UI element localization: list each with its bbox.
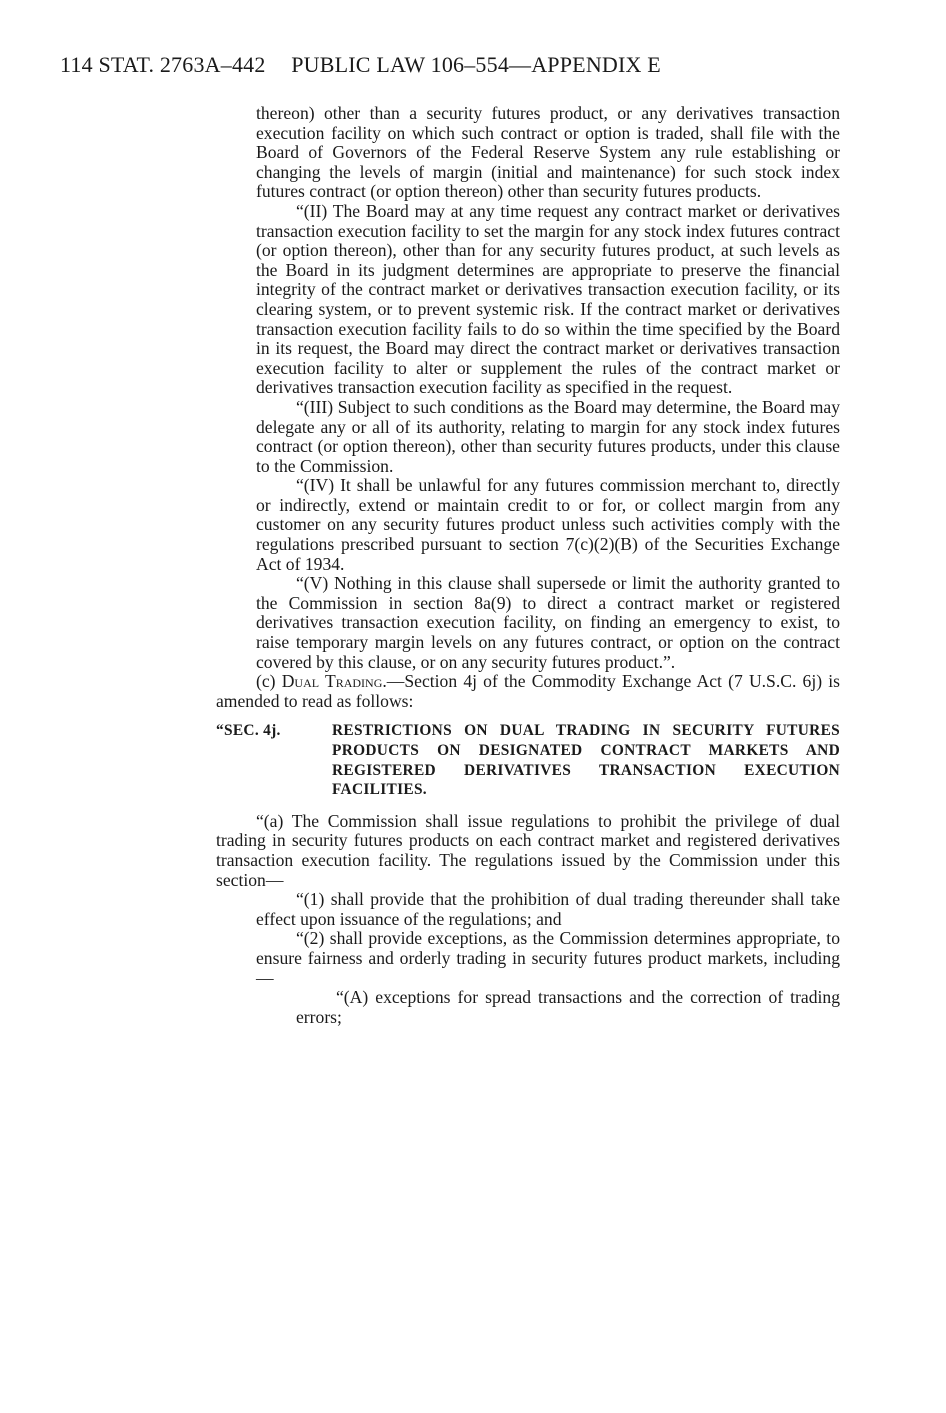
dual-trading-caption: Dual Trading [281,671,383,692]
paragraph-2: “(2) shall provide exceptions, as the Commission determines appropriate, to ensure fairness and orderly trading in security futures product markets, including— [256,928,840,988]
section-number: “SEC. 4j. [216,722,281,740]
page-header [60,52,661,78]
paragraph-1: “(1) shall provide that the prohibition of dual trading thereunder shall take effect upon issuance of the regulations; and [256,889,840,929]
paragraph-subclause-IV: “(IV) It shall be unlawful for any futures commission merchant to, directly or indirectly, extend or maintain credit to or for, or collect margin from any customer on any security futures product unless such activities comply with the regulations prescribed pursuant to section 7(c)(2)(B) of the Securities Exchange Act of 1934. [256,475,840,574]
paragraph-a: “(a) The Commission shall issue regulations to prohibit the privilege of dual trading in security futures products on each contract market and registered derivatives transaction execution facility. The regulations issued by the Commission under this section— [216,810,840,890]
law-title: PUBLIC LAW 106–554—APPENDIX E [291,52,661,77]
section-title: RESTRICTIONS ON DUAL TRADING IN SECURITY FUTURES PRODUCTS ON DESIGNATED CONTRACT MARKETS AND REGISTERED DERIVATIVES TRANSACTION EXECUTION FACILITIES. [332,722,840,799]
paragraph-subclause-II: “(II) The Board may at any time request any contract market or derivatives transaction execution facility to set the margin for any stock index futures contract (or option thereon), other than for any security futures product, at such levels as the Board in its judgment determines are appropriate to preserve the financial integrity of the contract market or derivatives transaction execution facility, or its clearing system, or to prevent systemic risk. If the contract market or derivatives transaction execution facility fails to do so within the time specified by the Board in its request, the Board may direct the contract market or derivatives transaction execution facility to alter or supplement the rules of the contract market or derivatives transaction execution facility as specified in the request. [256,200,840,398]
dual-trading-prefix: (c) [256,671,282,692]
paragraph-subclause-V: “(V) Nothing in this clause shall supersede or limit the authority granted to the Commission in section 8a(9) to direct a contract market or registered derivatives transaction execution facility, on finding an emergency to exist, to raise temporary margin levels on any futures contract, or option on the contract covered by this clause, or on any security futures product.”. [256,573,840,672]
paragraph-A: “(A) exceptions for spread transactions and the correction of trading errors; [296,987,840,1027]
stat-citation: 114 STAT. 2763A–442 [60,52,266,77]
paragraph-dual-trading [216,672,840,711]
document-body [216,104,840,1027]
dual-trading-rest: .—Section 4j of the Commodity Exchange Act (7 U.S.C. 6j) is amended to read as follows: [216,671,841,711]
paragraph-continuation: thereon) other than a security futures product, or any derivatives transaction execution facility on which such contract or option is traded, shall file with the Board of Governors of the Federal Reserve System any rule establishing or changing the levels of margin (initial and maintenance) for such stock index futures contract (or option thereon) other than security futures products. [256,103,840,202]
paragraph-subclause-III: “(III) Subject to such conditions as the Board may determine, the Board may delegate any or all of its authority, relating to margin for any stock index futures contract (or option thereon), other than security futures products, under this clause to the Commission. [256,396,840,476]
section-heading [216,721,840,799]
